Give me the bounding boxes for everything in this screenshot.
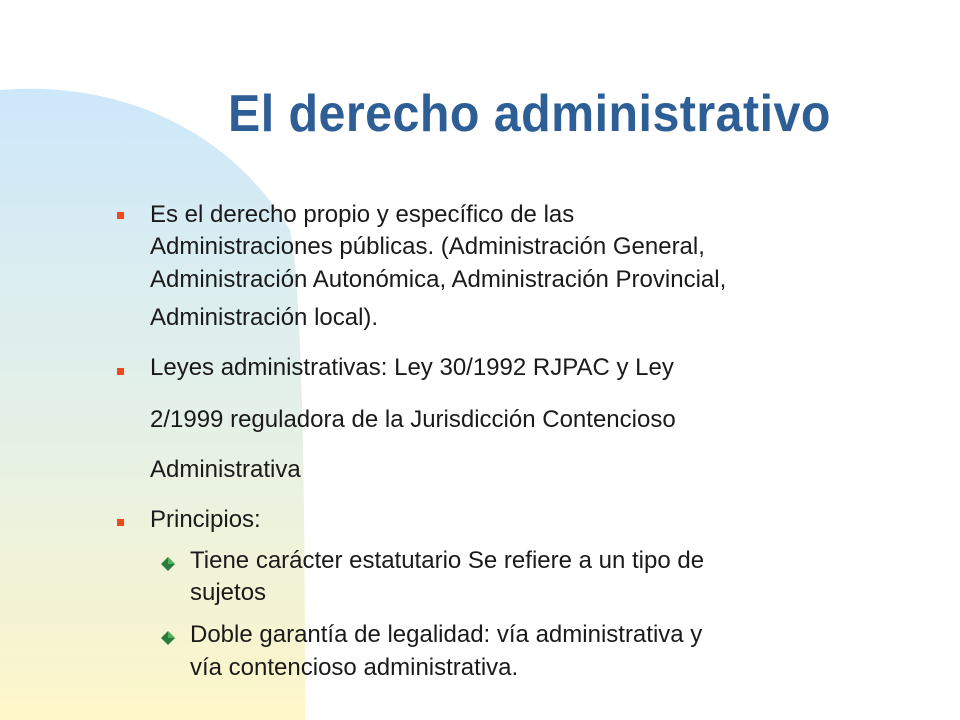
slide-title: El derecho administrativo (228, 85, 831, 143)
bullet-2-line-1: Leyes administrativas: Ley 30/1992 RJPAC y Ley (150, 354, 674, 381)
sub-item-2-line-1: Doble garantía de legalidad: vía administrativa y (190, 621, 703, 648)
bullet-2-line-3: Administrativa (150, 456, 301, 483)
bullet-3-line-1: Principios: (150, 506, 261, 533)
square-bullet-icon (117, 212, 124, 219)
sub-item-1-line-1: Tiene carácter estatutario Se refiere a un tipo de (190, 547, 705, 574)
diamond-arrow-bullet-icon (161, 631, 175, 645)
sub-item-1-line-2: sujetos (190, 579, 267, 606)
bullet-2-line-2: 2/1999 reguladora de la Jurisdicción Contencioso (150, 406, 676, 433)
square-bullet-icon (117, 519, 124, 526)
bullet-1-line-1: Es el derecho propio y específico de las (150, 201, 575, 228)
sub-item-2-line-2: vía contencioso administrativa. (190, 654, 519, 681)
bullet-1-line-4: Administración local). (150, 304, 379, 331)
diamond-arrow-bullet-icon (161, 557, 175, 571)
bullet-1-line-3: Administración Autonómica, Administración Provincial, (150, 266, 727, 293)
square-bullet-icon (117, 368, 124, 375)
bullet-1-line-2: Administraciones públicas. (Administración General, (150, 233, 705, 260)
